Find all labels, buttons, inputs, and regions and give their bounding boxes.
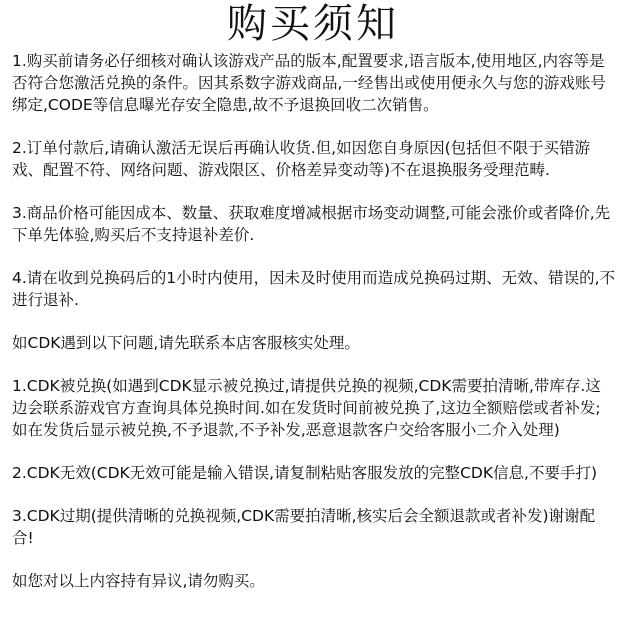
closing-note: 如您对以上内容持有异议,请勿购买。 [12,572,265,590]
notice-body [0,50,626,592]
notice-item-2: 2.订单付款后,请确认激活无误后再确认收货.但,如因您自身原因(包括但不限于买错游戏、配置不符、网络问题、游戏限区、价格差异变动等)不在退换服务受理范畴. [12,139,591,179]
cdk-item-2: 2.CDK无效(CDK无效可能是输入错误,请复制粘贴客服发放的完整CDK信息,不要手打) [12,464,598,482]
cdk-item-3: 3.CDK过期(提供清晰的兑换视频,CDK需要拍清晰,核实后会全额退款或者补发)谢谢配合! [12,507,596,547]
notice-item-1: 1.购买前请务必仔细核对确认该游戏产品的版本,配置要求,语言版本,使用地区,内容等是否符合您激活兑换的条件。因其系数字游戏商品,一经售出或使用便永久与您的游戏账号绑定,CODE等信息曝光存安全隐患,故不予退换回收二次销售。 [12,52,606,114]
cdk-intro: 如CDK遇到以下问题,请先联系本店客服核实处理。 [12,334,360,352]
cdk-item-1: 1.CDK被兑换(如遇到CDK显示被兑换过,请提供兑换的视频,CDK需要拍清晰,带库存.这边会联系游戏官方查询具体兑换时间.如在发货时间前被兑换了,这边全额赔偿或者补发;如在发货后显示被兑换,不予退款,不予补发,恶意退款客户交给客服小二介入处理) [12,377,601,439]
page-title: 购买须知 [227,1,399,47]
notice-item-4: 4.请在收到兑换码后的1小时内使用，因未及时使用而造成兑换码过期、无效、错误的,不进行退补. [12,269,616,309]
notice-item-3: 3.商品价格可能因成本、数量、获取难度增减根据市场变动调整,可能会涨价或者降价,先下单先体验,购买后不支持退补差价. [12,204,611,244]
